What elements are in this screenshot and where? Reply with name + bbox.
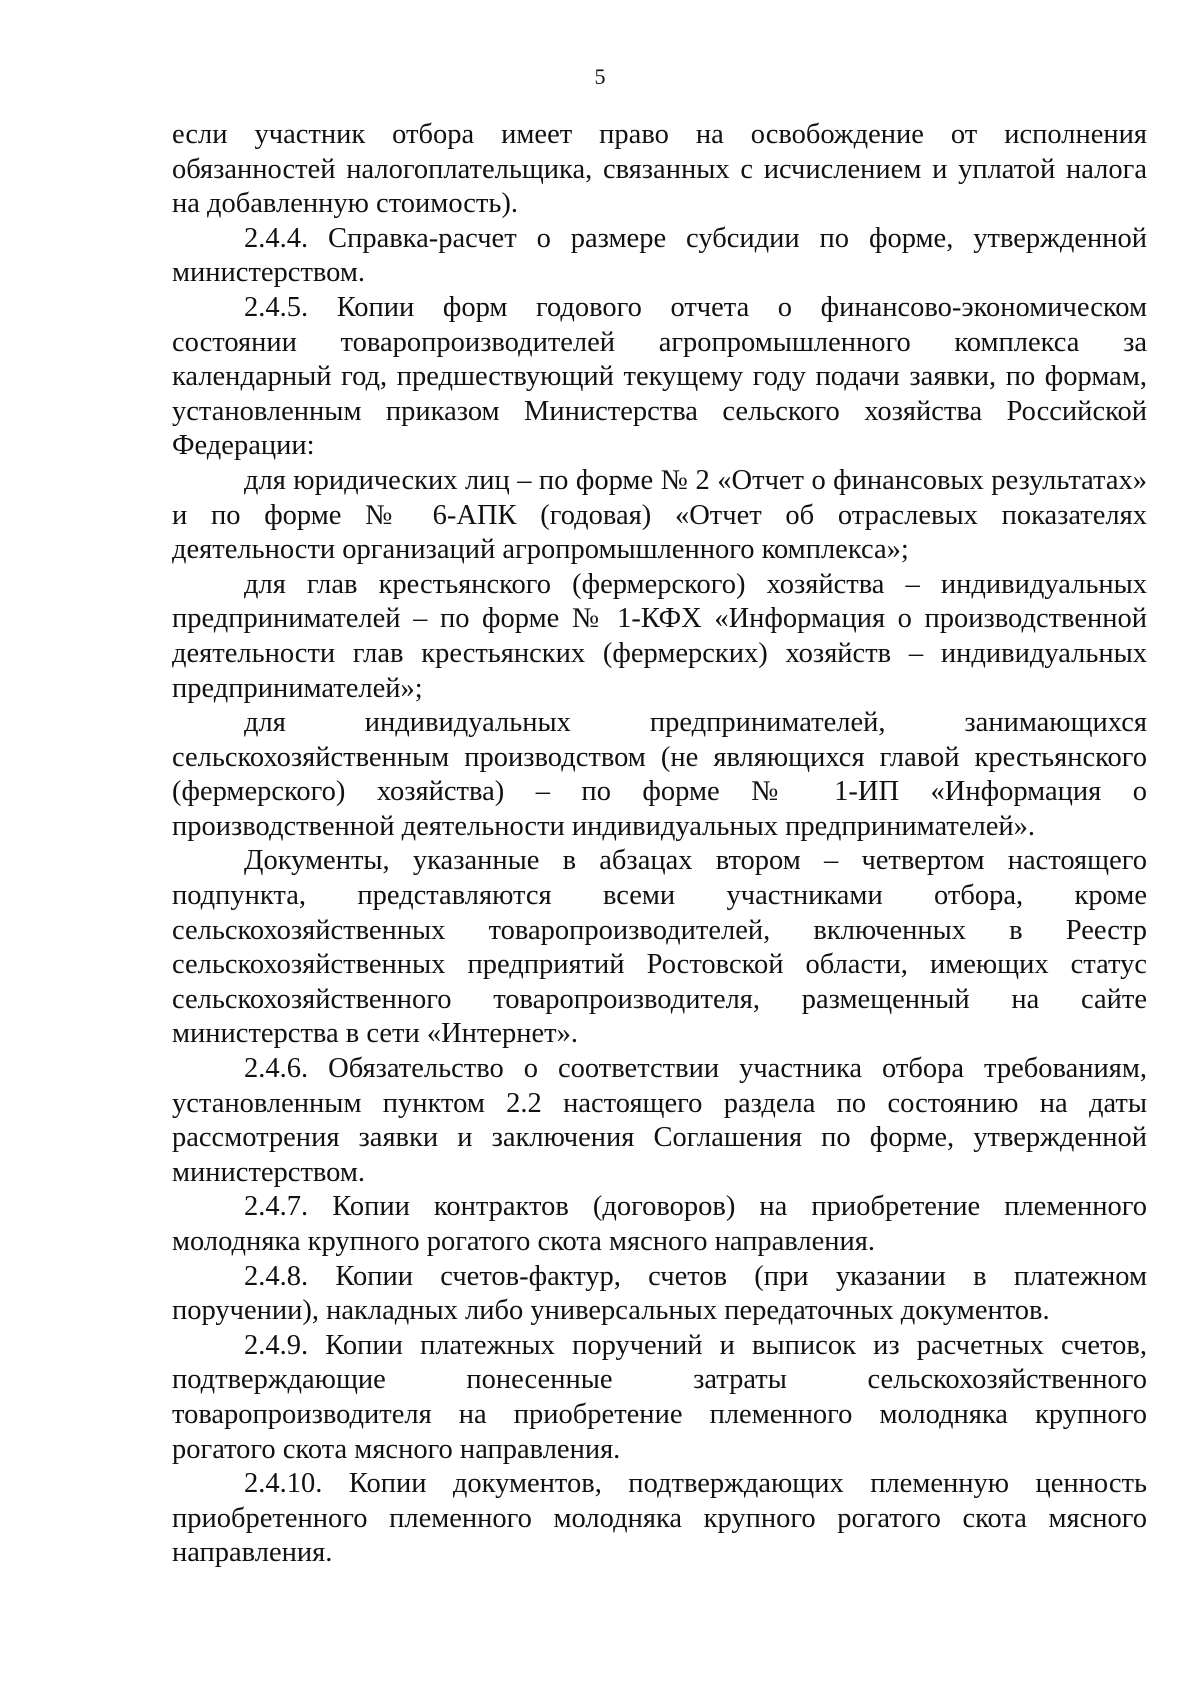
paragraph-2-4-10: 2.4.10. Копии документов, подтверждающих племенную ценность приобретенного племенного молодняка крупного рогатого скота мясного направления. xyxy=(172,1468,1147,1569)
page-number: 5 xyxy=(594,64,606,89)
paragraph-documents-note: Документы, указанные в абзацах втором – четвертом настоящего подпункта, представляются всеми участниками отбора, кроме сельскохозяйственных товаропроизводителей, включенных в Реестр сельскохозяйственных предприятий Ростовской области, имеющих статус сельскохозяйственного товаропроизводителя, размещенный на сайте министерства в сети «Интернет». xyxy=(172,845,1147,1050)
paragraph-farm-heads: для глав крестьянского (фермерского) хозяйства – индивидуальных предпринимателей – по форме № 1-КФХ «Информация о производственной деятельности глав крестьянских (фермерских) хозяйств – индивидуальных предпринимателей»; xyxy=(172,568,1147,704)
paragraph-2-4-9: 2.4.9. Копии платежных поручений и выписок из расчетных счетов, подтверждающие понесенные затраты сельскохозяйственного товаропроизводителя на приобретение племенного молодняка крупного рогатого скота мясного направления. xyxy=(172,1329,1147,1465)
paragraph-2-4-6: 2.4.6. Обязательство о соответствии участника отбора требованиям, установленным пунктом 2.2 настоящего раздела по состоянию на даты рассмотрения заявки и заключения Соглашения по форме, утвержденной министерством. xyxy=(172,1053,1147,1188)
paragraph-2-4-8: 2.4.8. Копии счетов-фактур, счетов (при указании в платежном поручении), накладных либо универсальных передаточных документов. xyxy=(172,1260,1147,1327)
paragraph-continuation: если участник отбора имеет право на освобождение от исполнения обязанностей налогоплательщика, связанных с исчислением и уплатой налога на добавленную стоимость). xyxy=(172,119,1147,220)
paragraph-2-4-5: 2.4.5. Копии форм годового отчета о финансово-экономическом состоянии товаропроизводителей агропромышленного комплекса за календарный год, предшествующий текущему году подачи заявки, по формам, установленным приказом Министерства сельского хозяйства Российской Федерации: xyxy=(172,291,1147,462)
paragraph-2-4-4: 2.4.4. Справка-расчет о размере субсидии по форме, утвержденной министерством. xyxy=(172,222,1147,289)
document-body xyxy=(172,118,1147,1571)
paragraph-2-4-7: 2.4.7. Копии контрактов (договоров) на приобретение племенного молодняка крупного рогатого скота мясного направления. xyxy=(172,1191,1147,1257)
paragraph-legal-entities: для юридических лиц – по форме № 2 «Отчет о финансовых результатах» и по форме № 6-АПК (годовая) «Отчет об отраслевых показателях деятельности организаций агропромышленного комплекса»; xyxy=(172,464,1147,566)
paragraph-individual-entrepreneurs: для индивидуальных предпринимателей, занимающихся сельскохозяйственным производством (не являющихся главой крестьянского (фермерского) хозяйства) – по форме № 1-ИП «Информация о производственной деятельности индивидуальных предпринимателей». xyxy=(172,707,1147,842)
